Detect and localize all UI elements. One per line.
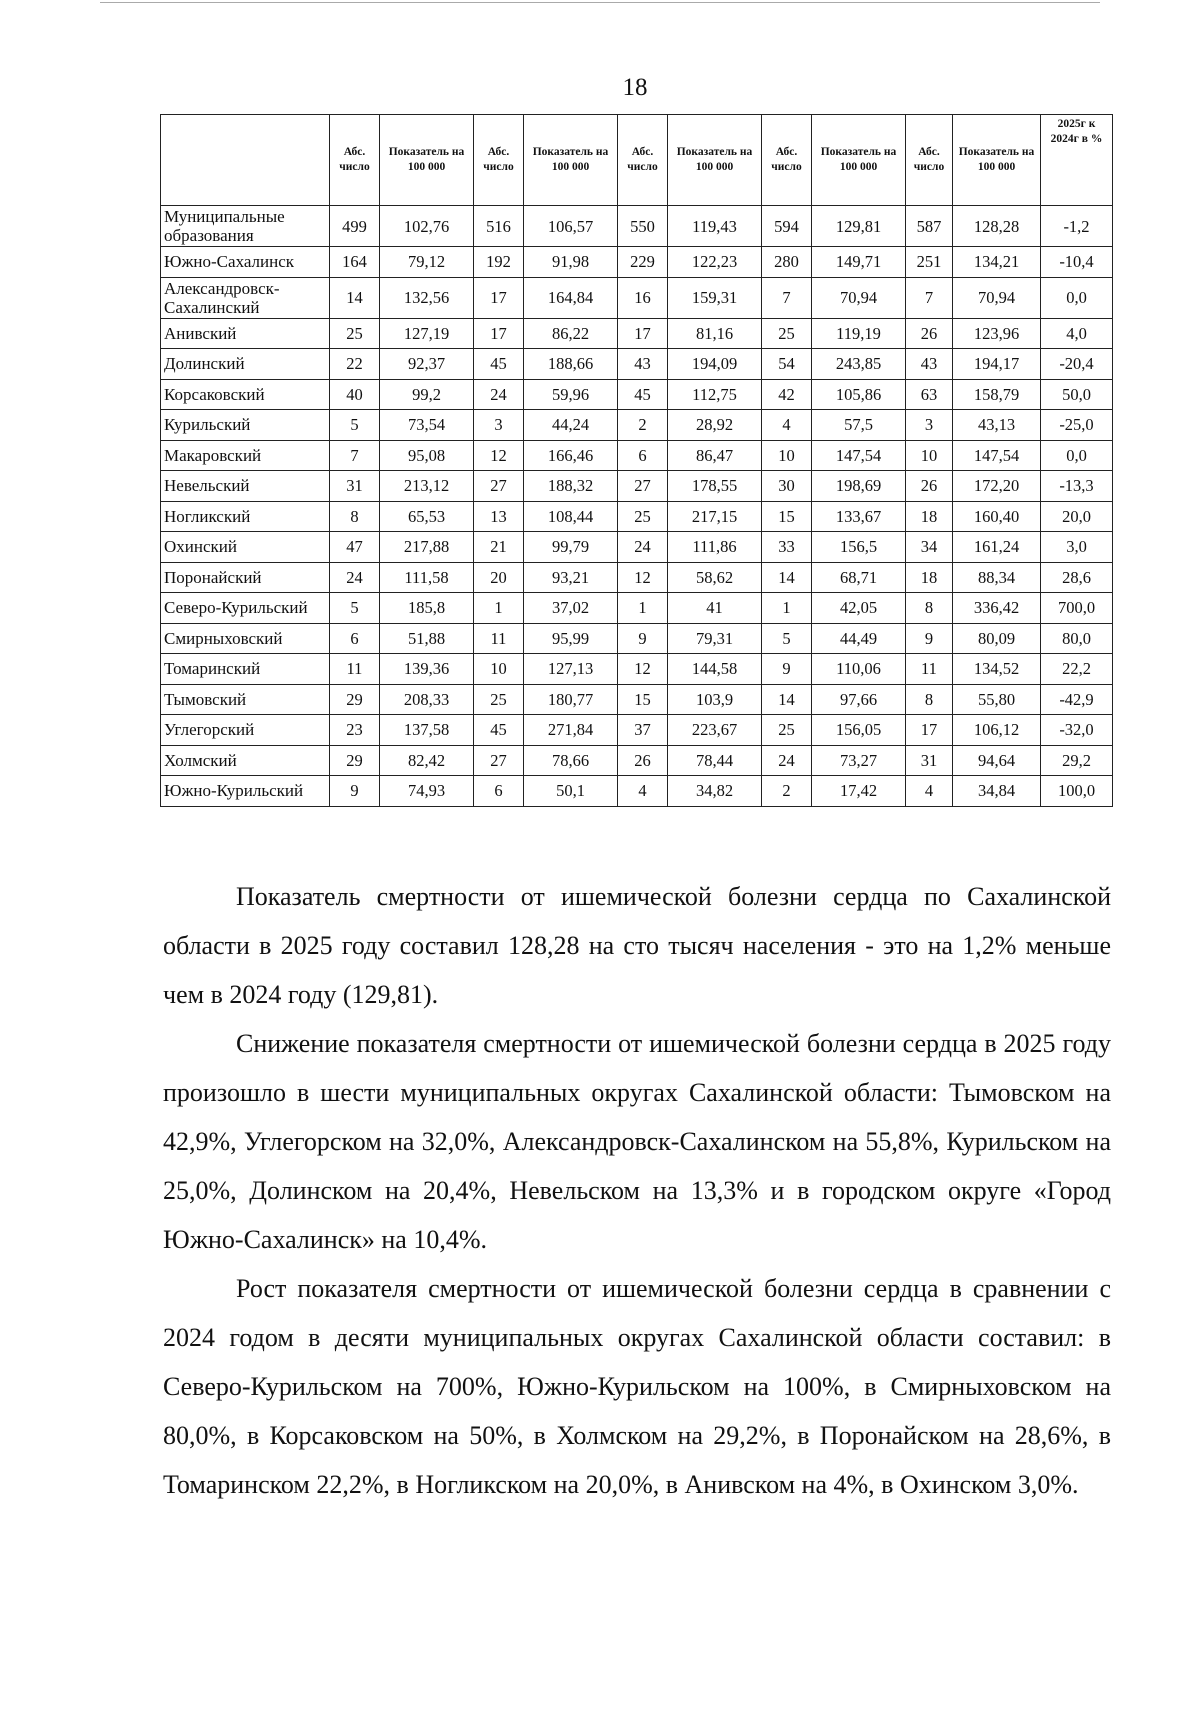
table-cell: -1,2 bbox=[1041, 206, 1113, 247]
table-cell: 271,84 bbox=[524, 715, 618, 746]
table-cell: 22 bbox=[330, 349, 380, 380]
table-cell: 17 bbox=[474, 277, 524, 318]
table-cell: 20 bbox=[474, 562, 524, 593]
table-cell: 156,05 bbox=[812, 715, 906, 746]
table-cell: 25 bbox=[330, 318, 380, 349]
table-row bbox=[161, 654, 1113, 685]
table-cell: 2 bbox=[618, 410, 668, 441]
table-cell: 44,24 bbox=[524, 410, 618, 441]
table-cell: 147,54 bbox=[812, 440, 906, 471]
table-cell: 15 bbox=[762, 501, 812, 532]
table-cell: 0,0 bbox=[1041, 277, 1113, 318]
row-label-cell: Невельский bbox=[161, 471, 330, 502]
header-cell: Показатель на 100 000 bbox=[812, 115, 906, 206]
table-cell: 166,46 bbox=[524, 440, 618, 471]
table-cell: 129,81 bbox=[812, 206, 906, 247]
table-cell: 41 bbox=[668, 593, 762, 624]
table-cell: 14 bbox=[762, 562, 812, 593]
table-cell: 17 bbox=[906, 715, 953, 746]
table-cell: -25,0 bbox=[1041, 410, 1113, 441]
table-cell: 59,96 bbox=[524, 379, 618, 410]
table-cell: 99,79 bbox=[524, 532, 618, 563]
table-cell: 27 bbox=[474, 745, 524, 776]
table-cell: -10,4 bbox=[1041, 247, 1113, 278]
table-cell: 188,32 bbox=[524, 471, 618, 502]
table-cell: 24 bbox=[330, 562, 380, 593]
table-row bbox=[161, 501, 1113, 532]
table-body bbox=[161, 206, 1113, 807]
table-cell: 594 bbox=[762, 206, 812, 247]
table-cell: 172,20 bbox=[953, 471, 1041, 502]
table-cell: 25 bbox=[762, 715, 812, 746]
table-cell: 57,5 bbox=[812, 410, 906, 441]
table-cell: 11 bbox=[474, 623, 524, 654]
table-row bbox=[161, 623, 1113, 654]
table-row bbox=[161, 277, 1113, 318]
table-cell: 119,43 bbox=[668, 206, 762, 247]
table-cell: 5 bbox=[762, 623, 812, 654]
table-cell: 139,36 bbox=[380, 654, 474, 685]
table-cell: 17,42 bbox=[812, 776, 906, 807]
table-cell: 223,67 bbox=[668, 715, 762, 746]
table-cell: 217,88 bbox=[380, 532, 474, 563]
table-cell: 1 bbox=[762, 593, 812, 624]
table-row bbox=[161, 410, 1113, 441]
table-cell: 6 bbox=[474, 776, 524, 807]
table-cell: 128,28 bbox=[953, 206, 1041, 247]
table-cell: 73,27 bbox=[812, 745, 906, 776]
table-cell: -13,3 bbox=[1041, 471, 1113, 502]
table-cell: 12 bbox=[618, 562, 668, 593]
table-cell: 180,77 bbox=[524, 684, 618, 715]
table-cell: 26 bbox=[618, 745, 668, 776]
table-cell: 3 bbox=[906, 410, 953, 441]
table-cell: 132,56 bbox=[380, 277, 474, 318]
table-cell: 516 bbox=[474, 206, 524, 247]
row-label-cell: Муниципальные образования bbox=[161, 206, 330, 247]
table-cell: 6 bbox=[330, 623, 380, 654]
table-cell: 15 bbox=[618, 684, 668, 715]
table-cell: 30 bbox=[762, 471, 812, 502]
table-cell: -32,0 bbox=[1041, 715, 1113, 746]
table-cell: 29 bbox=[330, 745, 380, 776]
table-cell: 587 bbox=[906, 206, 953, 247]
table-cell: 37 bbox=[618, 715, 668, 746]
table-cell: 37,02 bbox=[524, 593, 618, 624]
table-cell: 78,66 bbox=[524, 745, 618, 776]
table-cell: 11 bbox=[330, 654, 380, 685]
table-cell: 208,33 bbox=[380, 684, 474, 715]
row-label-cell: Корсаковский bbox=[161, 379, 330, 410]
table-cell: 81,16 bbox=[668, 318, 762, 349]
table-cell: 91,98 bbox=[524, 247, 618, 278]
table-row bbox=[161, 247, 1113, 278]
table-cell: 133,67 bbox=[812, 501, 906, 532]
header-cell: Абс. число bbox=[474, 115, 524, 206]
table-cell: 2 bbox=[762, 776, 812, 807]
table-cell: 55,80 bbox=[953, 684, 1041, 715]
table-cell: 22,2 bbox=[1041, 654, 1113, 685]
row-label-cell: Александровск-Сахалинский bbox=[161, 277, 330, 318]
table-cell: 111,58 bbox=[380, 562, 474, 593]
table-cell: 88,34 bbox=[953, 562, 1041, 593]
table-cell: 127,13 bbox=[524, 654, 618, 685]
table-row bbox=[161, 379, 1113, 410]
table-cell: 95,99 bbox=[524, 623, 618, 654]
row-label-cell: Охинский bbox=[161, 532, 330, 563]
table-cell: 31 bbox=[906, 745, 953, 776]
table-cell: 106,57 bbox=[524, 206, 618, 247]
table-cell: 44,49 bbox=[812, 623, 906, 654]
table-cell: 45 bbox=[618, 379, 668, 410]
table-cell: 28,92 bbox=[668, 410, 762, 441]
row-label-cell: Смирныховский bbox=[161, 623, 330, 654]
table-cell: 178,55 bbox=[668, 471, 762, 502]
header-cell: Показатель на 100 000 bbox=[524, 115, 618, 206]
table-cell: 161,24 bbox=[953, 532, 1041, 563]
table-cell: 26 bbox=[906, 471, 953, 502]
table-cell: 43 bbox=[906, 349, 953, 380]
table-row bbox=[161, 349, 1113, 380]
table-cell: 3,0 bbox=[1041, 532, 1113, 563]
table-cell: 156,5 bbox=[812, 532, 906, 563]
table-cell: 18 bbox=[906, 562, 953, 593]
table-cell: 112,75 bbox=[668, 379, 762, 410]
table-cell: 24 bbox=[618, 532, 668, 563]
top-scan-rule bbox=[100, 2, 1100, 3]
table-cell: 86,22 bbox=[524, 318, 618, 349]
table-cell: 43 bbox=[618, 349, 668, 380]
table-cell: 185,8 bbox=[380, 593, 474, 624]
table-cell: 122,23 bbox=[668, 247, 762, 278]
row-label-cell: Северо-Курильский bbox=[161, 593, 330, 624]
table-cell: 499 bbox=[330, 206, 380, 247]
row-label-cell: Холмский bbox=[161, 745, 330, 776]
table-cell: 4,0 bbox=[1041, 318, 1113, 349]
table-cell: 164,84 bbox=[524, 277, 618, 318]
header-cell-empty bbox=[161, 115, 330, 206]
table-cell: 82,42 bbox=[380, 745, 474, 776]
table-cell: 42 bbox=[762, 379, 812, 410]
table-cell: 70,94 bbox=[953, 277, 1041, 318]
table-cell: 20,0 bbox=[1041, 501, 1113, 532]
table-cell: 3 bbox=[474, 410, 524, 441]
row-label-cell: Тымовский bbox=[161, 684, 330, 715]
table-cell: 14 bbox=[762, 684, 812, 715]
header-cell: Абс. число bbox=[906, 115, 953, 206]
table-cell: 5 bbox=[330, 410, 380, 441]
table-cell: 79,12 bbox=[380, 247, 474, 278]
table-cell: 31 bbox=[330, 471, 380, 502]
row-label-cell: Южно-Сахалинск bbox=[161, 247, 330, 278]
table-cell: 51,88 bbox=[380, 623, 474, 654]
table-cell: 229 bbox=[618, 247, 668, 278]
table-cell: 9 bbox=[330, 776, 380, 807]
table-cell: 78,44 bbox=[668, 745, 762, 776]
table-cell: 4 bbox=[618, 776, 668, 807]
table-cell: 158,79 bbox=[953, 379, 1041, 410]
table-row bbox=[161, 776, 1113, 807]
table-cell: 21 bbox=[474, 532, 524, 563]
table-cell: 16 bbox=[618, 277, 668, 318]
table-cell: 97,66 bbox=[812, 684, 906, 715]
table-cell: 144,58 bbox=[668, 654, 762, 685]
paragraph: Показатель смертности от ишемической болезни сердца по Сахалинской области в 2025 году составил 128,28 на сто тысяч населения - это на 1,2% меньше чем в 2024 году (129,81). bbox=[163, 882, 1111, 1009]
table-cell: 58,62 bbox=[668, 562, 762, 593]
table-cell: 17 bbox=[474, 318, 524, 349]
row-label-cell: Курильский bbox=[161, 410, 330, 441]
table-cell: 25 bbox=[618, 501, 668, 532]
table-cell: 45 bbox=[474, 349, 524, 380]
table-cell: 86,47 bbox=[668, 440, 762, 471]
table-cell: 27 bbox=[474, 471, 524, 502]
header-cell: Абс. число bbox=[618, 115, 668, 206]
table-cell: 9 bbox=[762, 654, 812, 685]
table-cell: 8 bbox=[906, 593, 953, 624]
table-cell: 137,58 bbox=[380, 715, 474, 746]
table-cell: 7 bbox=[762, 277, 812, 318]
table-cell: 99,2 bbox=[380, 379, 474, 410]
header-cell: Абс. число bbox=[762, 115, 812, 206]
row-label-cell: Макаровский bbox=[161, 440, 330, 471]
table-cell: 164 bbox=[330, 247, 380, 278]
table-cell: 7 bbox=[906, 277, 953, 318]
table-row bbox=[161, 206, 1113, 247]
table-cell: 34 bbox=[906, 532, 953, 563]
table-cell: 123,96 bbox=[953, 318, 1041, 349]
table-cell: 194,09 bbox=[668, 349, 762, 380]
table-cell: 103,9 bbox=[668, 684, 762, 715]
table-cell: 6 bbox=[618, 440, 668, 471]
table-cell: 127,19 bbox=[380, 318, 474, 349]
table-cell: 108,44 bbox=[524, 501, 618, 532]
header-cell-percent-change: 2025г к 2024г в % bbox=[1041, 115, 1113, 206]
row-label-cell: Томаринский bbox=[161, 654, 330, 685]
table-cell: 74,93 bbox=[380, 776, 474, 807]
table-cell: 79,31 bbox=[668, 623, 762, 654]
table-cell: 34,84 bbox=[953, 776, 1041, 807]
row-label-cell: Поронайский bbox=[161, 562, 330, 593]
table-cell: 1 bbox=[618, 593, 668, 624]
table-row bbox=[161, 715, 1113, 746]
body-text bbox=[163, 872, 1111, 1509]
table-cell: 102,76 bbox=[380, 206, 474, 247]
table-cell: 217,15 bbox=[668, 501, 762, 532]
table-cell: 106,12 bbox=[953, 715, 1041, 746]
table-cell: 550 bbox=[618, 206, 668, 247]
row-label-cell: Углегорский bbox=[161, 715, 330, 746]
table-cell: 45 bbox=[474, 715, 524, 746]
table-cell: 4 bbox=[906, 776, 953, 807]
table-cell: 93,21 bbox=[524, 562, 618, 593]
table-row bbox=[161, 532, 1113, 563]
table-cell: 147,54 bbox=[953, 440, 1041, 471]
table-cell: 94,64 bbox=[953, 745, 1041, 776]
row-label-cell: Ногликский bbox=[161, 501, 330, 532]
table-cell: 8 bbox=[906, 684, 953, 715]
table-cell: 18 bbox=[906, 501, 953, 532]
table-cell: 280 bbox=[762, 247, 812, 278]
table-cell: 9 bbox=[618, 623, 668, 654]
table-cell: 8 bbox=[330, 501, 380, 532]
mortality-table bbox=[160, 114, 1113, 807]
paragraph: Рост показателя смертности от ишемической болезни сердца в сравнении с 2024 годом в десяти муниципальных округах Сахалинской области составил: в Северо-Курильском на 700%, Южно-Курильском на 100%, в Смирныховском на 80,0%, в Корсаковском на 50%, в Холмском на 29,2%, в Поронайском на 28,6%, в Томаринском 22,2%, в Ногликском на 20,0%, в Анивском на 4%, в Охинском 3,0%. bbox=[163, 1274, 1111, 1499]
table-cell: 213,12 bbox=[380, 471, 474, 502]
table-cell: 42,05 bbox=[812, 593, 906, 624]
table-cell: 10 bbox=[906, 440, 953, 471]
table-cell: 40 bbox=[330, 379, 380, 410]
table-cell: 336,42 bbox=[953, 593, 1041, 624]
table-cell: 12 bbox=[474, 440, 524, 471]
table-cell: 65,53 bbox=[380, 501, 474, 532]
table-cell: 26 bbox=[906, 318, 953, 349]
table-cell: 50,1 bbox=[524, 776, 618, 807]
table-cell: 92,37 bbox=[380, 349, 474, 380]
table-header-row bbox=[161, 115, 1113, 206]
table-cell: 33 bbox=[762, 532, 812, 563]
table-cell: 73,54 bbox=[380, 410, 474, 441]
table-cell: 11 bbox=[906, 654, 953, 685]
header-cell: Показатель на 100 000 bbox=[668, 115, 762, 206]
table-cell: 25 bbox=[762, 318, 812, 349]
table-cell: 80,09 bbox=[953, 623, 1041, 654]
table-cell: 110,06 bbox=[812, 654, 906, 685]
table-row bbox=[161, 562, 1113, 593]
table-cell: 24 bbox=[762, 745, 812, 776]
table-row bbox=[161, 745, 1113, 776]
table-cell: 1 bbox=[474, 593, 524, 624]
table-cell: 100,0 bbox=[1041, 776, 1113, 807]
table-cell: 111,86 bbox=[668, 532, 762, 563]
table-row bbox=[161, 684, 1113, 715]
table-cell: 27 bbox=[618, 471, 668, 502]
table-cell: 63 bbox=[906, 379, 953, 410]
table-cell: 243,85 bbox=[812, 349, 906, 380]
table-cell: 198,69 bbox=[812, 471, 906, 502]
page-number: 18 bbox=[622, 74, 648, 101]
paragraph: Снижение показателя смертности от ишемической болезни сердца в 2025 году произошло в шести муниципальных округах Сахалинской области: Тымовском на 42,9%, Углегорском на 32,0%, Александровск-Сахалинском на 55,8%, Курильском на 25,0%, Долинском на 20,4%, Невельском на 13,3% и в городском округе «Город Южно-Сахалинск» на 10,4%. bbox=[163, 1029, 1111, 1254]
table-cell: 4 bbox=[762, 410, 812, 441]
table-cell: 17 bbox=[618, 318, 668, 349]
table-cell: 47 bbox=[330, 532, 380, 563]
table-cell: 80,0 bbox=[1041, 623, 1113, 654]
table-cell: 0,0 bbox=[1041, 440, 1113, 471]
table-cell: 34,82 bbox=[668, 776, 762, 807]
row-label-cell: Долинский bbox=[161, 349, 330, 380]
row-label-cell: Анивский bbox=[161, 318, 330, 349]
table-cell: 12 bbox=[618, 654, 668, 685]
table-cell: 159,31 bbox=[668, 277, 762, 318]
table-row bbox=[161, 318, 1113, 349]
table-cell: 29 bbox=[330, 684, 380, 715]
header-cell: Показатель на 100 000 bbox=[953, 115, 1041, 206]
table-cell: 700,0 bbox=[1041, 593, 1113, 624]
table-cell: 43,13 bbox=[953, 410, 1041, 441]
table-cell: 70,94 bbox=[812, 277, 906, 318]
table-row bbox=[161, 440, 1113, 471]
table-cell: 10 bbox=[762, 440, 812, 471]
table-cell: 149,71 bbox=[812, 247, 906, 278]
table-cell: 14 bbox=[330, 277, 380, 318]
table-cell: 50,0 bbox=[1041, 379, 1113, 410]
table-cell: 28,6 bbox=[1041, 562, 1113, 593]
table-cell: 134,21 bbox=[953, 247, 1041, 278]
table-cell: 160,40 bbox=[953, 501, 1041, 532]
table-cell: 192 bbox=[474, 247, 524, 278]
table-cell: 24 bbox=[474, 379, 524, 410]
table-cell: 68,71 bbox=[812, 562, 906, 593]
table-row bbox=[161, 471, 1113, 502]
table-cell: 10 bbox=[474, 654, 524, 685]
row-label-cell: Южно-Курильский bbox=[161, 776, 330, 807]
table-cell: 7 bbox=[330, 440, 380, 471]
table-cell: 105,86 bbox=[812, 379, 906, 410]
table-cell: -42,9 bbox=[1041, 684, 1113, 715]
table-cell: 54 bbox=[762, 349, 812, 380]
table-cell: -20,4 bbox=[1041, 349, 1113, 380]
table-cell: 25 bbox=[474, 684, 524, 715]
table-row bbox=[161, 593, 1113, 624]
table-cell: 134,52 bbox=[953, 654, 1041, 685]
header-cell: Абс. число bbox=[330, 115, 380, 206]
table-cell: 5 bbox=[330, 593, 380, 624]
table-cell: 188,66 bbox=[524, 349, 618, 380]
table-cell: 23 bbox=[330, 715, 380, 746]
table-cell: 119,19 bbox=[812, 318, 906, 349]
table-cell: 194,17 bbox=[953, 349, 1041, 380]
header-cell: Показатель на 100 000 bbox=[380, 115, 474, 206]
table-cell: 29,2 bbox=[1041, 745, 1113, 776]
table-cell: 9 bbox=[906, 623, 953, 654]
table-cell: 251 bbox=[906, 247, 953, 278]
table-cell: 13 bbox=[474, 501, 524, 532]
table-cell: 95,08 bbox=[380, 440, 474, 471]
